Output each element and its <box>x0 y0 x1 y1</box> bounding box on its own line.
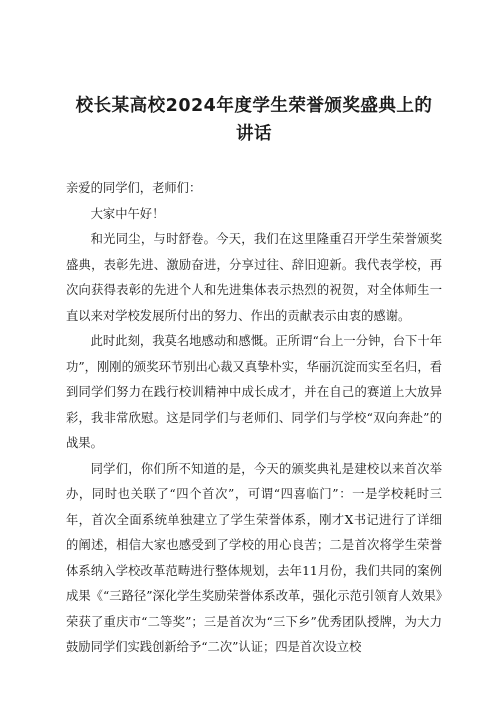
paragraph-four-firsts: 同学们，你们所不知道的是，今天的颁奖典礼是建校以来首次举办，同时也关联了“四个首次”，可谓“四喜临门”：一是学校耗时三年，首次全面系统单独建立了学生荣誉体系，刚才X书记进行了详细的阐述，相信大家也感受到了学校的用心良苦；二是首次将学生荣誉体系纳入学校改革范畴进行整体规划，去年11月份，我们共同的案例成果《“三路径”深化学生奖励荣誉体系改革，强化示范引领育人效果》荣获了重庆市“二等奖”；三是首次为“三下乡”优秀团队授牌，为大力鼓励同学们实践创新给予“二次”认证；四是首次设立校 <box>66 461 442 654</box>
salutation: 亲爱的同学们，老师们： <box>66 181 202 195</box>
paragraph-opening: 和光同尘，与时舒卷。今天，我们在这里隆重召开学生荣誉颁奖盛典，表彰先进、激励奋进，分享过往、辞旧迎新。我代表学校，再次向获得表彰的先进个人和先进集体表示热烈的祝贺，对全体师生一直以来对学校发展所付出的努力、作出的贡献表示由衷的感谢。 <box>66 232 442 323</box>
title-line-1: 校长某高校2024年度学生荣誉颁奖盛典上的 <box>75 96 433 116</box>
document-title <box>66 0 442 148</box>
greeting: 大家中午好！ <box>90 206 165 221</box>
title-line-2: 讲话 <box>236 124 272 144</box>
document-body <box>66 176 442 661</box>
paragraph-feelings: 此时此刻，我莫名地感动和感慨。正所谓“台上一分钟，台下十年功”，刚刚的颁奖环节别出心裁又真挚朴实，华丽沉淀而实至名归，看到同学们努力在践行校训精神中成长成才，并在自己的赛道上大放异彩，我非常欣慰。这是同学们与老师们、同学们与学校“双向奔赴”的战果。 <box>66 334 442 450</box>
